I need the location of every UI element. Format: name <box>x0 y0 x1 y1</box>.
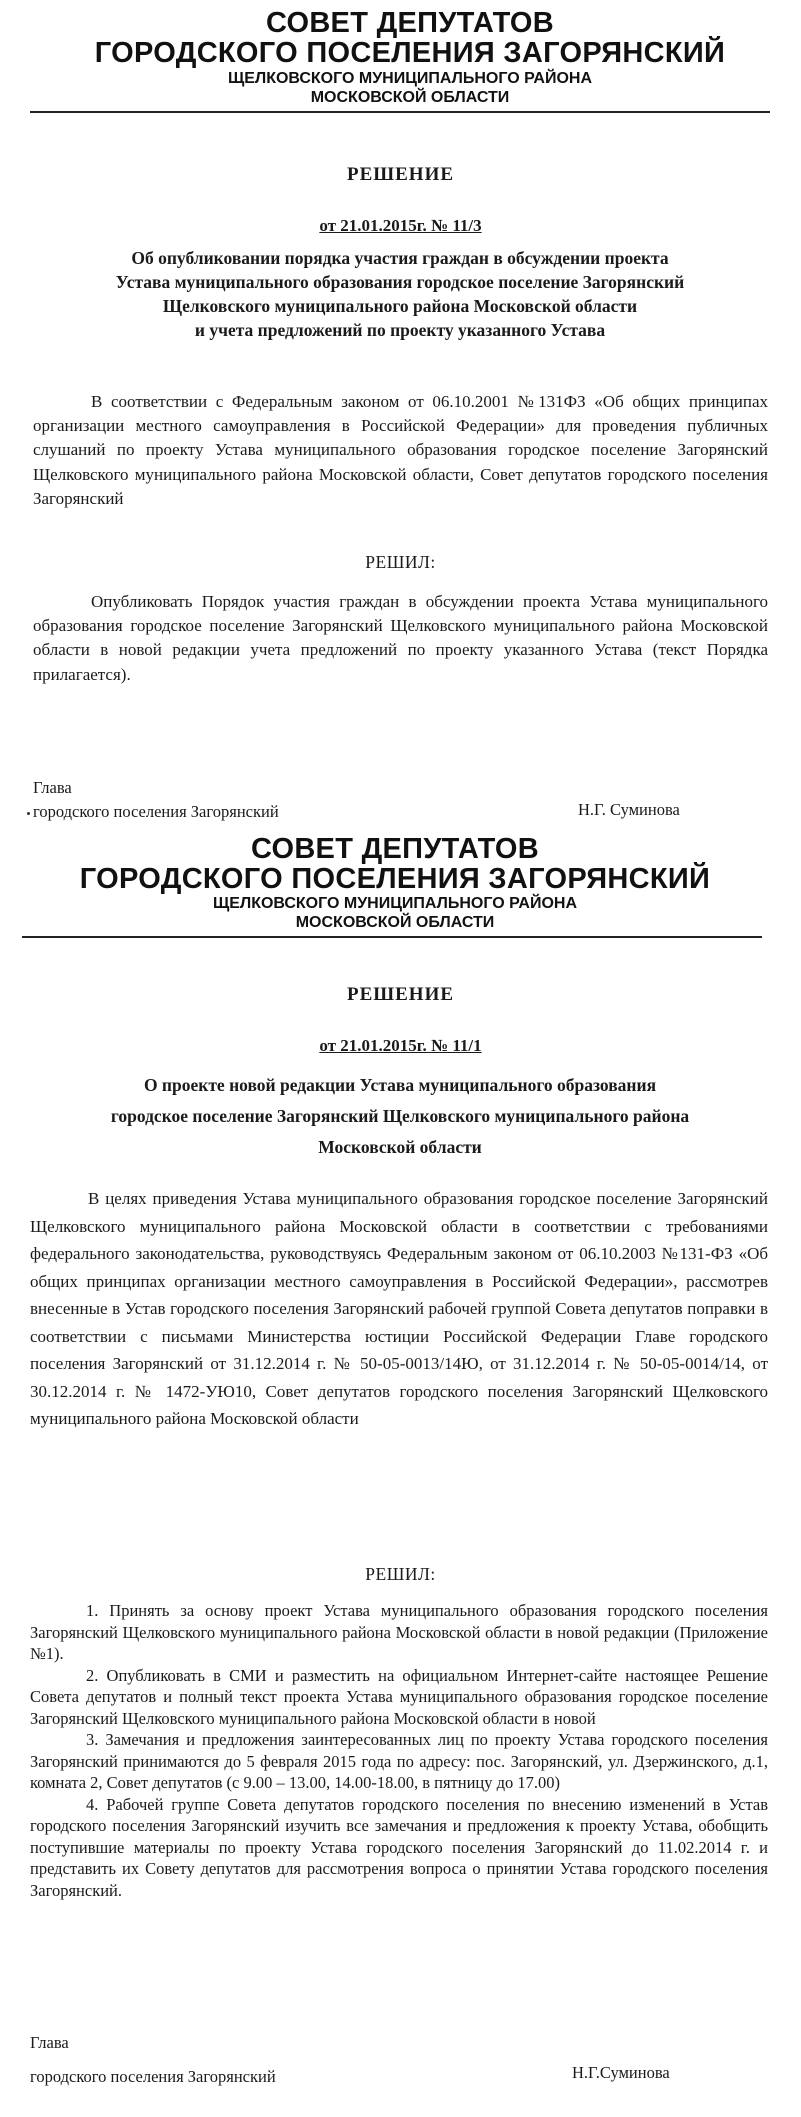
decision-title: РЕШЕНИЕ <box>346 164 455 185</box>
council-name-line1: СОВЕТ ДЕПУТАТОВ <box>250 833 540 865</box>
subject-line: Устава муниципального образования городское поселение Загорянский <box>115 272 685 292</box>
decision-title: РЕШЕНИЕ <box>346 984 455 1005</box>
signature-block <box>30 2026 430 2094</box>
signatory-name: Н.Г. Суминова <box>578 800 680 819</box>
decision-date-number: от 21.01.2015г. № 11/1 <box>319 1036 482 1055</box>
district-name: ЩЕЛКОВСКОГО МУНИЦИПАЛЬНОГО РАЙОНА <box>228 70 592 87</box>
signature-settlement: городского поселения Загорянский <box>30 2067 276 2086</box>
signatory-name: Н.Г.Суминова <box>572 2063 670 2082</box>
signature-settlement: городского поселения Загорянский <box>33 802 279 821</box>
decision-date-number: от 21.01.2015г. № 11/3 <box>319 216 482 235</box>
council-name-line2: ГОРОДСКОГО ПОСЕЛЕНИЯ ЗАГОРЯНСКИЙ <box>79 863 711 895</box>
signature-block <box>33 776 433 824</box>
decision-item: 3. Замечания и предложения заинтересованных лиц по проекту Устава городского поселения Загорянский принимаются до 5 февраля 2015 года по адресу: пос. Загорянский, ул. Дзержинского, д.1, комната 2, Совет депутатов (с 9.00 – 13.00, 14.00-18.00, в пятницу до 17.00) <box>30 1730 768 1792</box>
council-name-line2: ГОРОДСКОГО ПОСЕЛЕНИЯ ЗАГОРЯНСКИЙ <box>94 37 726 69</box>
header-rule <box>22 936 762 938</box>
preamble <box>33 390 768 511</box>
decided-heading: РЕШИЛ: <box>365 552 436 572</box>
decision-subject <box>30 246 770 342</box>
subject-line: Щелковского муниципального района Московской области <box>162 296 638 316</box>
subject-line: городское поселение Загорянский Щелковского муниципального района <box>110 1106 690 1126</box>
district-name: ЩЕЛКОВСКОГО МУНИЦИПАЛЬНОГО РАЙОНА <box>213 895 577 912</box>
preamble-text: В соответствии с Федеральным законом от 06.10.2001 №131ФЗ «Об общих принципах организации местного самоуправления в Российской Федерации» для проведения публичных слушаний по проекту Устава муниципального образования городское поселение Загорянский Щелковского муниципального района Московской области, Совет депутатов городского поселения Загорянский <box>33 392 768 508</box>
signature-position: Глава <box>30 2033 69 2052</box>
council-name-line1: СОВЕТ ДЕПУТАТОВ <box>265 7 555 39</box>
scan-speck <box>27 812 30 815</box>
subject-line: Московской области <box>318 1137 482 1157</box>
preamble-text: В целях приведения Устава муниципального образования городское поселение Загорянский Щелковского муниципального района Московской области в соответствии с требованиями федерального законодательства, руководствуясь Федеральным законом от 06.10.2003 №131-ФЗ «Об общих принципах организации местного самоуправления в Российской Федерации», рассмотрев внесенные в Устав городского поселения Загорянский рабочей группой Совета депутатов поправки в соответствии с письмами Министерства юстиции Российской Федерации Главе городского поселения Загорянский от 31.12.2014 г. № 50-05-0013/14Ю, от 31.12.2014 г. № 50-05-0014/14, от 30.12.2014 г. № 1472-УЮ10, Совет депутатов городского поселения Загорянский Щелковского муниципального района Московской области <box>30 1189 768 1428</box>
decision-text <box>33 590 768 687</box>
subject-line: Об опубликовании порядка участия граждан в обсуждении проекта <box>131 248 669 268</box>
decision-item: 4. Рабочей группе Совета депутатов городского поселения по внесению изменений в Устав городского поселения Загорянский изучить все замечания и предложения к проекту Устава, обобщить поступившие материалы по проекту Устава городского поселения Загорянский до 11.02.2014 г. и представить их Совету депутатов для рассмотрения вопроса о принятии Устава городского поселения Загорянский. <box>30 1794 768 1900</box>
subject-line: и учета предложений по проекту указанного Устава <box>194 320 606 340</box>
region-name: МОСКОВСКОЙ ОБЛАСТИ <box>295 914 495 931</box>
decision-item: 2. Опубликовать в СМИ и разместить на официальном Интернет-сайте настоящее Решение Совета депутатов и полный текст проекта Устава муниципального образования городское поселение Загорянский Щелковского муниципального района Московской области в новой <box>30 1665 768 1728</box>
decision-paragraph: Опубликовать Порядок участия граждан в обсуждении проекта Устава муниципального образования городское поселение Загорянский Щелковского муниципального района Московской области в новой редакции учета предложений по проекту указанного Устава (текст Порядка прилагается). <box>33 592 768 684</box>
decision-items <box>30 1600 768 1901</box>
subject-line: О проекте новой редакции Устава муниципального образования <box>143 1075 657 1095</box>
decided-heading: РЕШИЛ: <box>365 1564 436 1584</box>
region-name: МОСКОВСКОЙ ОБЛАСТИ <box>310 89 510 106</box>
decision-item: 1. Принять за основу проект Устава муниципального образования городского поселения Загорянский Щелковского муниципального района Московской области в новой редакции (Приложение №1). <box>30 1601 768 1663</box>
preamble <box>30 1185 768 1433</box>
decision-subject <box>30 1070 770 1163</box>
signature-position: Глава <box>33 778 72 797</box>
header-rule <box>30 111 770 113</box>
